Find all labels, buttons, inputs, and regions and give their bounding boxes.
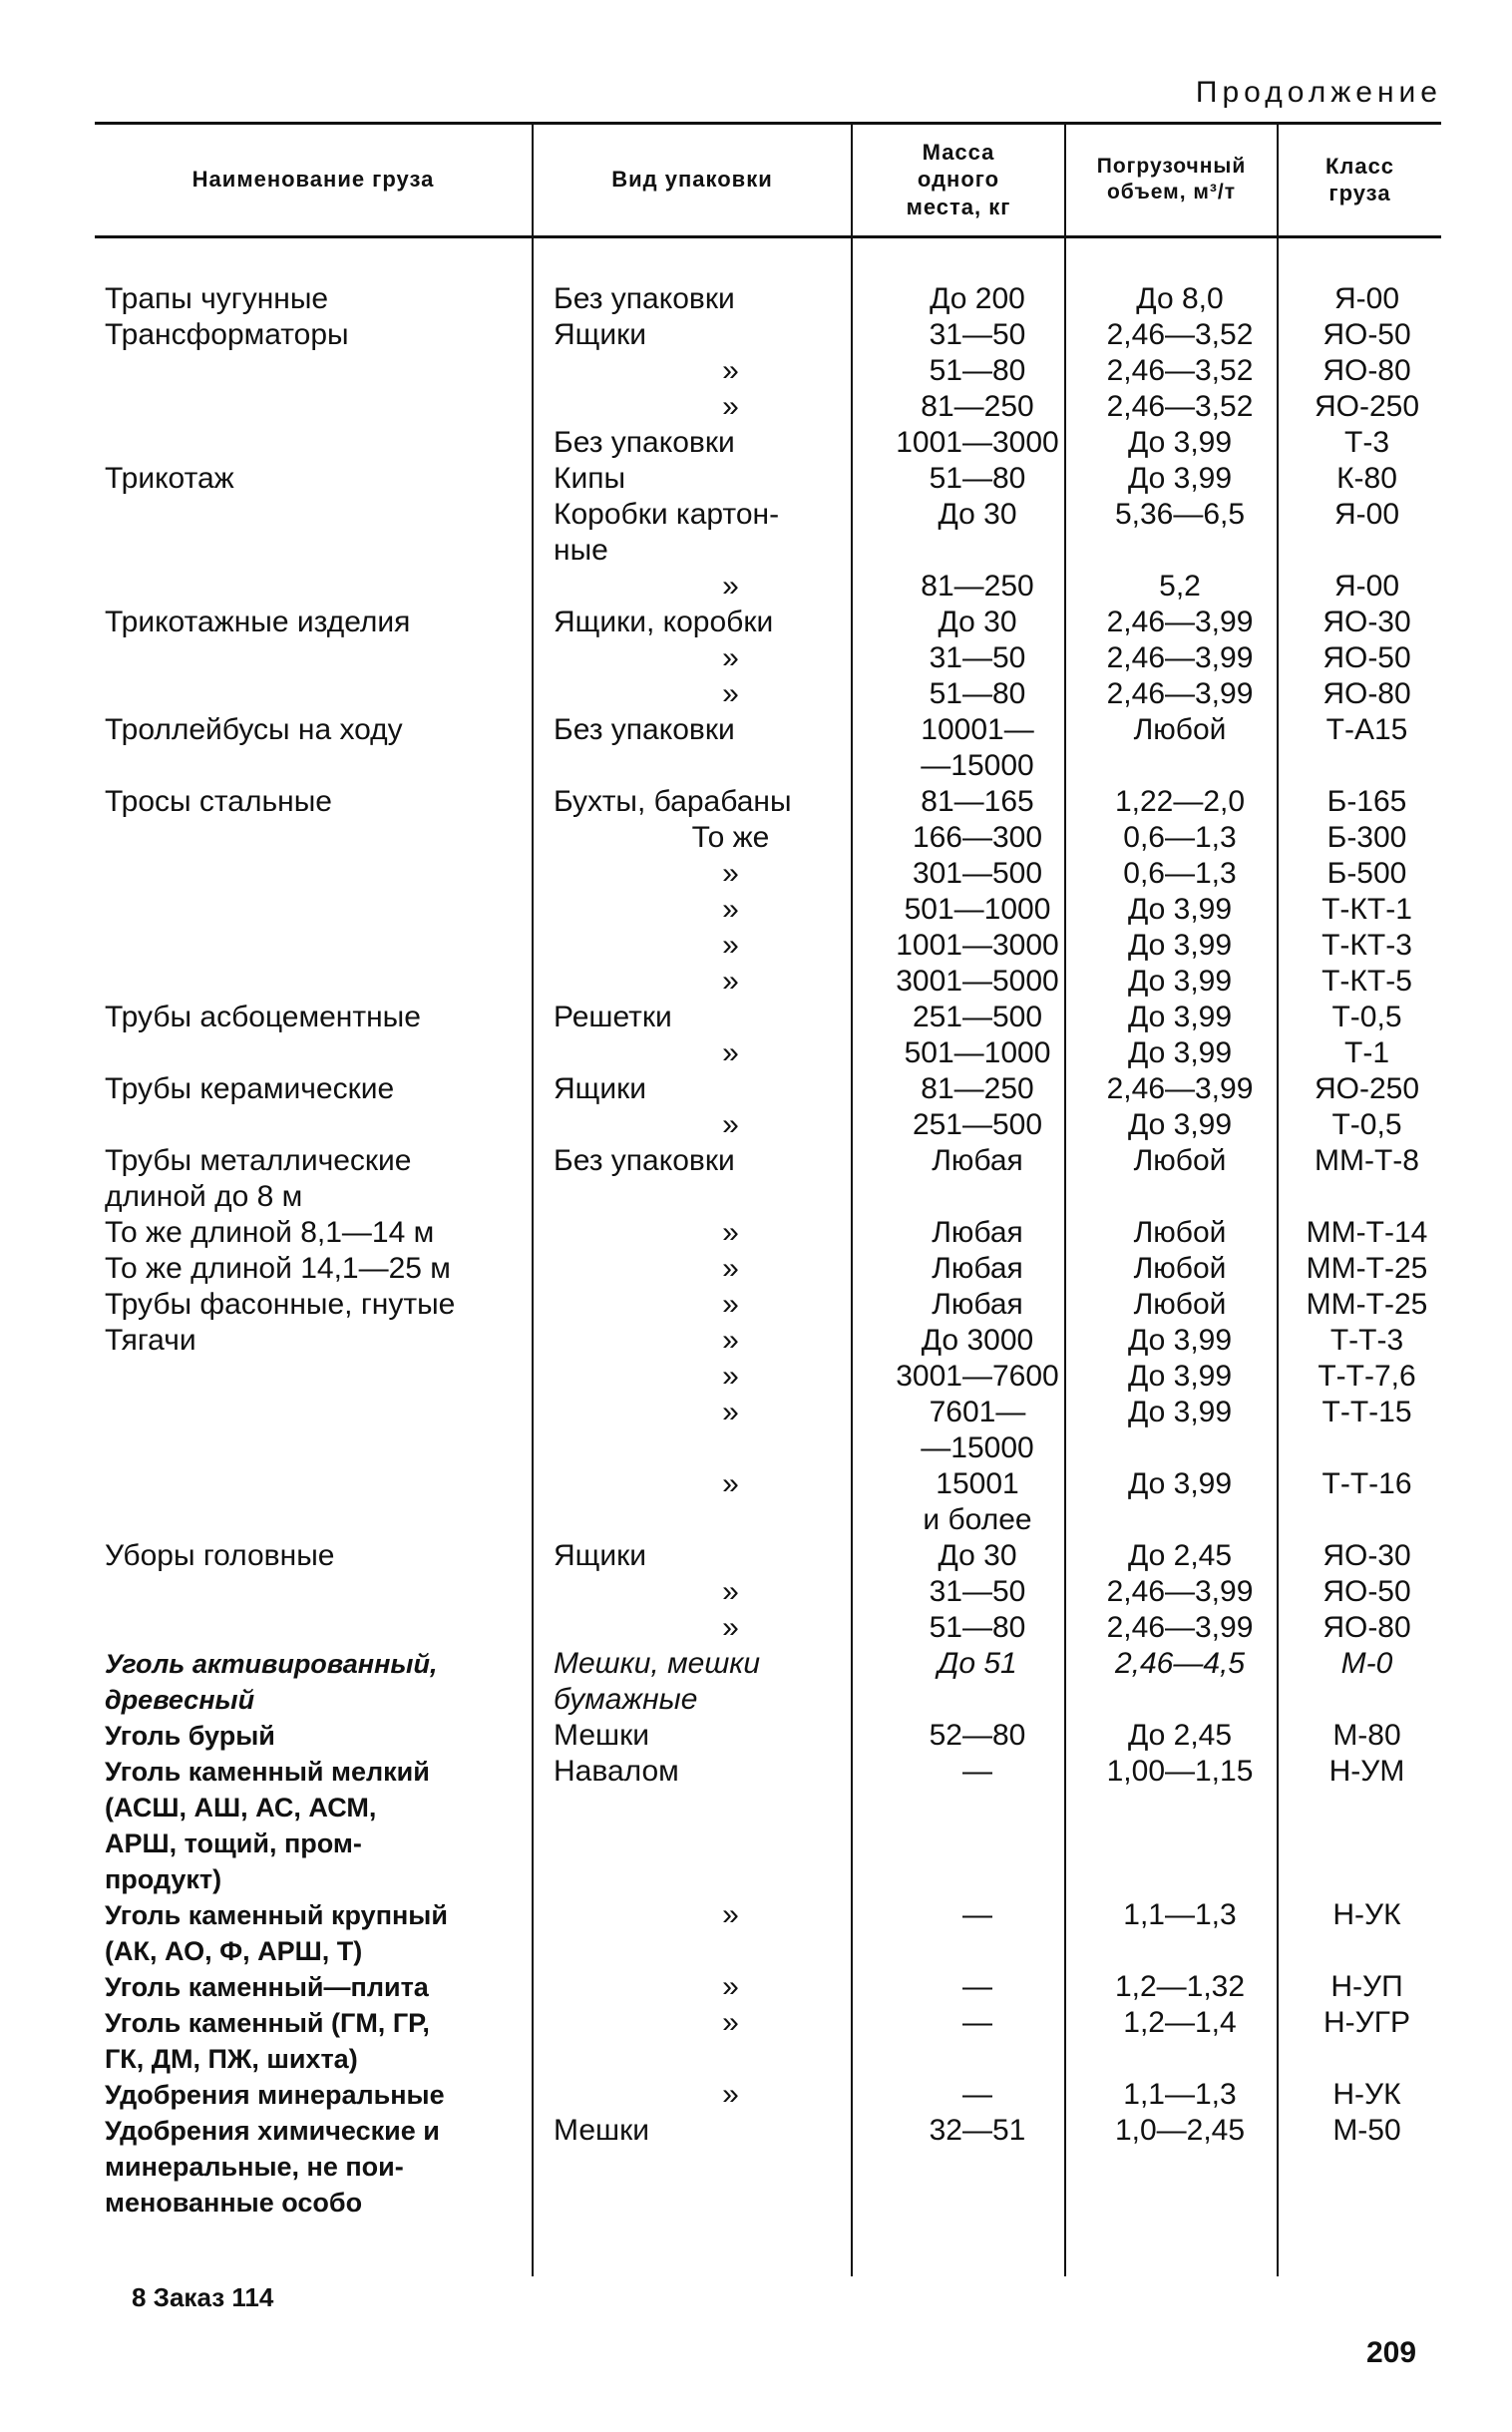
cell-pack: Ящики <box>554 1072 646 1105</box>
cell-mass: — <box>962 1755 992 1788</box>
cell-volume: До 3,99 <box>1127 893 1233 926</box>
cell-class: Т-КТ-5 <box>1322 965 1412 998</box>
table-row <box>105 353 1512 389</box>
cell-name: Трубы металлические длиной до 8 м <box>105 1144 412 1213</box>
cell-pack: » <box>722 1216 739 1249</box>
cell-volume: До 3,99 <box>1127 462 1233 495</box>
cell-class: Я-00 <box>1333 570 1400 603</box>
cell-mass: Любая <box>932 1216 1023 1249</box>
cell-mass: 166—300 <box>912 821 1043 854</box>
table-row <box>105 317 1512 353</box>
cell-class: Т-Т-7,6 <box>1318 1360 1416 1393</box>
cell-mass: 3001—5000 <box>896 965 1059 998</box>
cell-volume: До 3,99 <box>1127 1396 1233 1428</box>
cell-pack: » <box>722 641 739 674</box>
cell-volume: Любой <box>1133 1288 1227 1321</box>
cell-class: ЯО-250 <box>1314 390 1420 423</box>
cell-volume: До 2,45 <box>1127 1539 1233 1572</box>
cell-class: Т-КТ-1 <box>1322 893 1412 926</box>
cell-pack: » <box>722 677 739 710</box>
cell-class: М-0 <box>1340 1647 1393 1680</box>
cell-mass: 32—51 <box>929 2114 1026 2147</box>
table-row <box>105 1897 1512 1969</box>
cell-class: Т-КТ-3 <box>1322 929 1412 962</box>
cell-mass: 1001—3000 <box>896 929 1059 962</box>
cell-mass: 51—80 <box>929 677 1026 710</box>
cell-pack: Без упаковки <box>554 282 735 315</box>
cell-class: ЯО-80 <box>1323 677 1411 710</box>
cell-mass: Любая <box>932 1252 1023 1285</box>
cell-pack: » <box>722 354 739 387</box>
cell-mass: 251—500 <box>912 1001 1043 1033</box>
cell-volume: Любой <box>1133 713 1227 746</box>
cell-name <box>105 1610 544 1646</box>
cell-name: Трансформаторы <box>105 318 349 351</box>
cell-mass: — <box>962 1898 992 1931</box>
cell-class: ЯО-30 <box>1323 1539 1411 1572</box>
cell-name: Уголь каменный—плита <box>105 1972 429 2002</box>
cell-mass: Любая <box>932 1144 1023 1177</box>
cell-class: Н-УК <box>1332 2078 1401 2111</box>
table-row <box>105 605 1512 640</box>
cell-mass: 1001—3000 <box>896 426 1059 459</box>
cell-name <box>105 640 544 676</box>
cell-name <box>105 964 544 1000</box>
cell-name: Трапы чугунные <box>105 282 329 315</box>
cell-mass: 301—500 <box>912 857 1043 890</box>
cell-volume: До 3,99 <box>1127 1001 1233 1033</box>
cell-pack: » <box>722 1252 739 1285</box>
cell-mass: 15001 и более <box>923 1467 1032 1536</box>
cell-class: Н-УК <box>1332 1898 1401 1931</box>
cell-class: К-80 <box>1336 462 1397 495</box>
cell-name: Уголь каменный (ГМ, ГР, ГК, ДМ, ПЖ, шихта) <box>105 2008 430 2074</box>
cell-name <box>105 1395 544 1466</box>
table-row <box>105 2077 1512 2113</box>
cell-pack: » <box>722 1575 739 1608</box>
cell-volume: 1,2—1,4 <box>1123 2006 1237 2039</box>
cell-volume: 2,46—3,99 <box>1106 606 1254 638</box>
cell-volume: 1,1—1,3 <box>1123 2078 1237 2111</box>
cell-name <box>105 928 544 964</box>
cell-mass: 52—80 <box>929 1719 1026 1752</box>
cell-mass: 7601— —15000 <box>921 1396 1034 1464</box>
cell-pack: » <box>722 857 739 890</box>
cell-volume: До 3,99 <box>1127 1324 1233 1357</box>
cell-name <box>105 1035 544 1071</box>
table-row <box>105 2113 1512 2221</box>
cell-name: Удобрения химические и минеральные, не пои- менованные особо <box>105 2116 440 2218</box>
cell-pack: » <box>722 1611 739 1644</box>
cell-mass: До 30 <box>938 1539 1017 1572</box>
header-bottom-rule <box>95 235 1441 238</box>
cell-mass: 251—500 <box>912 1108 1043 1141</box>
cell-name: Тягачи <box>105 1324 196 1357</box>
cell-mass: 51—80 <box>929 354 1026 387</box>
cell-volume: 2,46—3,99 <box>1106 677 1254 710</box>
table-row <box>105 1323 1512 1359</box>
table-row <box>105 1610 1512 1646</box>
cell-name <box>105 425 544 461</box>
table-row <box>105 281 1512 317</box>
cell-mass: 501—1000 <box>904 1036 1051 1069</box>
cell-mass: 31—50 <box>929 641 1026 674</box>
table-row <box>105 784 1512 820</box>
page-number: 209 <box>1366 2336 1417 2369</box>
cell-class: Т-1 <box>1344 1036 1389 1069</box>
cell-mass: — <box>962 2006 992 2039</box>
cell-name <box>105 497 544 569</box>
cell-volume: Любой <box>1133 1252 1227 1285</box>
cell-mass: — <box>962 2078 992 2111</box>
cell-name: Уборы головные <box>105 1539 335 1572</box>
cell-pack: Навалом <box>554 1755 679 1788</box>
cell-mass: 81—250 <box>921 1072 1034 1105</box>
continuation-label: Продолжение <box>1195 76 1442 109</box>
cell-volume: 5,36—6,5 <box>1114 498 1246 531</box>
cell-volume: 2,46—3,99 <box>1106 1611 1254 1644</box>
cell-volume: 2,46—4,5 <box>1114 1647 1246 1680</box>
cell-volume: До 3,99 <box>1127 929 1233 962</box>
cell-mass: — <box>962 1970 992 2003</box>
cell-name <box>105 1574 544 1610</box>
cell-name: Удобрения минеральные <box>105 2080 445 2110</box>
cell-volume: До 3,99 <box>1127 1467 1233 1500</box>
table-row <box>105 676 1512 712</box>
table-row <box>105 964 1512 1000</box>
cell-name <box>105 820 544 856</box>
cell-mass: До 30 <box>938 498 1017 531</box>
cell-volume: Любой <box>1133 1144 1227 1177</box>
cell-pack: » <box>722 1108 739 1141</box>
cell-mass: 51—80 <box>929 1611 1026 1644</box>
cell-class: Т-0,5 <box>1331 1001 1402 1033</box>
cell-mass: 81—250 <box>921 570 1034 603</box>
cell-mass: До 200 <box>930 282 1025 315</box>
cell-class: ЯО-50 <box>1323 318 1411 351</box>
cell-volume: До 3,99 <box>1127 1360 1233 1393</box>
cell-pack: Мешки <box>554 1719 649 1752</box>
cell-name <box>105 892 544 928</box>
cell-class: Т-А15 <box>1325 713 1408 746</box>
cell-mass: 81—165 <box>921 785 1034 818</box>
cell-name: То же длиной 14,1—25 м <box>105 1252 451 1285</box>
cell-pack: » <box>722 390 739 423</box>
cell-pack: » <box>722 1360 739 1393</box>
cell-class: Т-Т-16 <box>1322 1467 1412 1500</box>
cell-pack: » <box>722 1467 739 1500</box>
cell-class: ММ-Т-25 <box>1306 1252 1428 1285</box>
cell-mass: Любая <box>932 1288 1023 1321</box>
cell-name <box>105 1359 544 1395</box>
cell-name: Троллейбусы на ходу <box>105 713 403 746</box>
cell-pack: Без упаковки <box>554 426 735 459</box>
cell-volume: 1,2—1,32 <box>1114 1970 1246 2003</box>
header-pack: Вид упаковки <box>611 167 773 193</box>
cell-class: ММ-Т-14 <box>1306 1216 1428 1249</box>
cell-pack: Без упаковки <box>554 713 735 746</box>
cell-class: ЯО-80 <box>1323 1611 1411 1644</box>
cell-pack: » <box>722 1288 739 1321</box>
cell-volume: 2,46—3,99 <box>1106 641 1254 674</box>
cell-name: Трубы асбоцементные <box>105 1001 421 1033</box>
cell-pack: » <box>722 1324 739 1357</box>
cell-pack: » <box>722 1036 739 1069</box>
cargo-table-body <box>0 281 1512 2221</box>
table-row <box>105 1215 1512 1251</box>
header-mass: Масса одного места, кг <box>906 139 1011 219</box>
cell-pack: Мешки, мешки бумажные <box>554 1647 761 1716</box>
table-row <box>105 1538 1512 1574</box>
table-row <box>105 1143 1512 1215</box>
cell-mass: 81—250 <box>921 390 1034 423</box>
cell-class: Т-Т-15 <box>1322 1396 1412 1428</box>
table-row <box>105 712 1512 784</box>
cell-volume: До 3,99 <box>1127 1108 1233 1141</box>
cell-mass: 31—50 <box>929 318 1026 351</box>
table-row <box>105 640 1512 676</box>
header-class: Класс груза <box>1324 153 1395 205</box>
table-row <box>105 1000 1512 1035</box>
cell-volume: До 3,99 <box>1127 965 1233 998</box>
table-row <box>105 1718 1512 1754</box>
cell-name: Трубы керамические <box>105 1072 395 1105</box>
footer-order: 8 Заказ 114 <box>132 2282 274 2312</box>
cell-pack: » <box>722 965 739 998</box>
cell-class: ММ-Т-8 <box>1315 1144 1419 1177</box>
table-row <box>105 928 1512 964</box>
cell-pack: Ящики <box>554 318 646 351</box>
cell-volume: До 8,0 <box>1136 282 1224 315</box>
cell-name <box>105 389 544 425</box>
cell-name <box>105 569 544 605</box>
table-row <box>105 1395 1512 1466</box>
table-row <box>105 820 1512 856</box>
cell-name: Уголь бурый <box>105 1721 275 1751</box>
table-row <box>105 1646 1512 1718</box>
cell-name: То же длиной 8,1—14 м <box>105 1216 435 1249</box>
cell-name <box>105 856 544 892</box>
table-row <box>105 1251 1512 1287</box>
cell-volume: 1,00—1,15 <box>1106 1755 1254 1788</box>
cell-pack: Коробки картон- ные <box>554 498 780 567</box>
cell-pack: То же <box>691 821 770 854</box>
cell-volume: 1,22—2,0 <box>1114 785 1246 818</box>
cell-mass: До 51 <box>938 1647 1017 1680</box>
table-row <box>105 569 1512 605</box>
header-name: Наименование груза <box>191 167 435 193</box>
cell-volume: 5,2 <box>1159 570 1201 603</box>
table-row <box>105 1107 1512 1143</box>
cell-class: ЯО-250 <box>1314 1072 1420 1105</box>
cell-volume: 0,6—1,3 <box>1123 821 1237 854</box>
table-row <box>105 1035 1512 1071</box>
cell-mass: 10001— —15000 <box>921 713 1034 782</box>
cell-class: Т-0,5 <box>1331 1108 1402 1141</box>
table-row <box>105 461 1512 497</box>
cell-pack: » <box>722 1970 739 2003</box>
cell-pack: Ящики <box>554 1539 646 1572</box>
cell-name: Тросы стальные <box>105 785 332 818</box>
table-row <box>105 856 1512 892</box>
cell-volume: 1,1—1,3 <box>1123 1898 1237 1931</box>
cell-class: ЯО-80 <box>1323 354 1411 387</box>
cell-mass: 31—50 <box>929 1575 1026 1608</box>
table-row <box>105 425 1512 461</box>
cell-volume: Любой <box>1133 1216 1227 1249</box>
table-row <box>105 389 1512 425</box>
table-row <box>105 497 1512 569</box>
cell-name <box>105 353 544 389</box>
cell-mass: 51—80 <box>929 462 1026 495</box>
cell-pack: Бухты, барабаны <box>554 785 792 818</box>
cell-pack: » <box>722 929 739 962</box>
header-top-rule <box>95 122 1441 125</box>
cell-volume: 2,46—3,99 <box>1106 1072 1254 1105</box>
header-volume: Погрузочный объем, м³/т <box>1096 154 1247 203</box>
cell-class: М-50 <box>1332 2114 1401 2147</box>
cell-class: ЯО-30 <box>1323 606 1411 638</box>
table-row <box>105 1359 1512 1395</box>
cell-pack: » <box>722 1898 739 1931</box>
cell-name: Уголь каменный мелкий (АСШ, АШ, АС, АСМ, АРШ, тощий, пром- продукт) <box>105 1757 430 1894</box>
cell-pack: Без упаковки <box>554 1144 735 1177</box>
cell-name <box>105 676 544 712</box>
cell-name <box>105 1466 544 1538</box>
cell-name: Трикотаж <box>105 462 234 495</box>
cell-name: Трубы фасонные, гнутые <box>105 1288 456 1321</box>
table-row <box>105 1466 1512 1538</box>
cell-pack: Ящики, коробки <box>554 606 774 638</box>
cell-mass: До 3000 <box>921 1324 1034 1357</box>
cell-class: Б-165 <box>1326 785 1407 818</box>
cell-class: Б-300 <box>1326 821 1407 854</box>
cell-class: ЯО-50 <box>1323 1575 1411 1608</box>
cell-pack: » <box>722 893 739 926</box>
cell-pack: Мешки <box>554 2114 649 2147</box>
cell-class: Т-3 <box>1344 426 1389 459</box>
cell-mass: 3001—7600 <box>896 1360 1059 1393</box>
cell-class: Б-500 <box>1326 857 1407 890</box>
cell-volume: 1,0—2,45 <box>1114 2114 1246 2147</box>
cell-class: ММ-Т-25 <box>1306 1288 1428 1321</box>
cell-pack: » <box>722 570 739 603</box>
cell-class: Н-УМ <box>1328 1755 1405 1788</box>
cell-volume: До 2,45 <box>1127 1719 1233 1752</box>
table-row <box>105 1754 1512 1897</box>
table-row <box>105 1287 1512 1323</box>
cell-volume: 2,46—3,52 <box>1106 390 1254 423</box>
cell-pack: » <box>722 2078 739 2111</box>
cell-class: Т-Т-3 <box>1329 1324 1404 1357</box>
table-row <box>105 892 1512 928</box>
cell-class: Н-УГР <box>1323 2006 1410 2039</box>
cell-mass: До 30 <box>938 606 1017 638</box>
cell-volume: 2,46—3,52 <box>1106 318 1254 351</box>
cell-name: Уголь активированный, древесный <box>105 1649 438 1715</box>
table-row <box>105 2005 1512 2077</box>
cell-class: ЯО-50 <box>1323 641 1411 674</box>
cell-volume: 0,6—1,3 <box>1123 857 1237 890</box>
cell-pack: » <box>722 1396 739 1428</box>
cell-pack: Решетки <box>554 1001 672 1033</box>
cell-volume: До 3,99 <box>1127 426 1233 459</box>
cell-volume: До 3,99 <box>1127 1036 1233 1069</box>
cell-name: Уголь каменный крупный (АК, АО, Ф, АРШ, Т) <box>105 1900 448 1966</box>
table-row <box>105 1574 1512 1610</box>
cell-name <box>105 1107 544 1143</box>
cell-class: М-80 <box>1332 1719 1401 1752</box>
cell-volume: 2,46—3,52 <box>1106 354 1254 387</box>
cell-volume: 2,46—3,99 <box>1106 1575 1254 1608</box>
cell-pack: Кипы <box>554 462 626 495</box>
table-row <box>105 1071 1512 1107</box>
cell-class: Н-УП <box>1330 1970 1403 2003</box>
cell-name: Трикотажные изделия <box>105 606 411 638</box>
cell-class: Я-00 <box>1333 282 1400 315</box>
cell-class: Я-00 <box>1333 498 1400 531</box>
table-row <box>105 1969 1512 2005</box>
cell-pack: » <box>722 2006 739 2039</box>
cell-mass: 501—1000 <box>904 893 1051 926</box>
